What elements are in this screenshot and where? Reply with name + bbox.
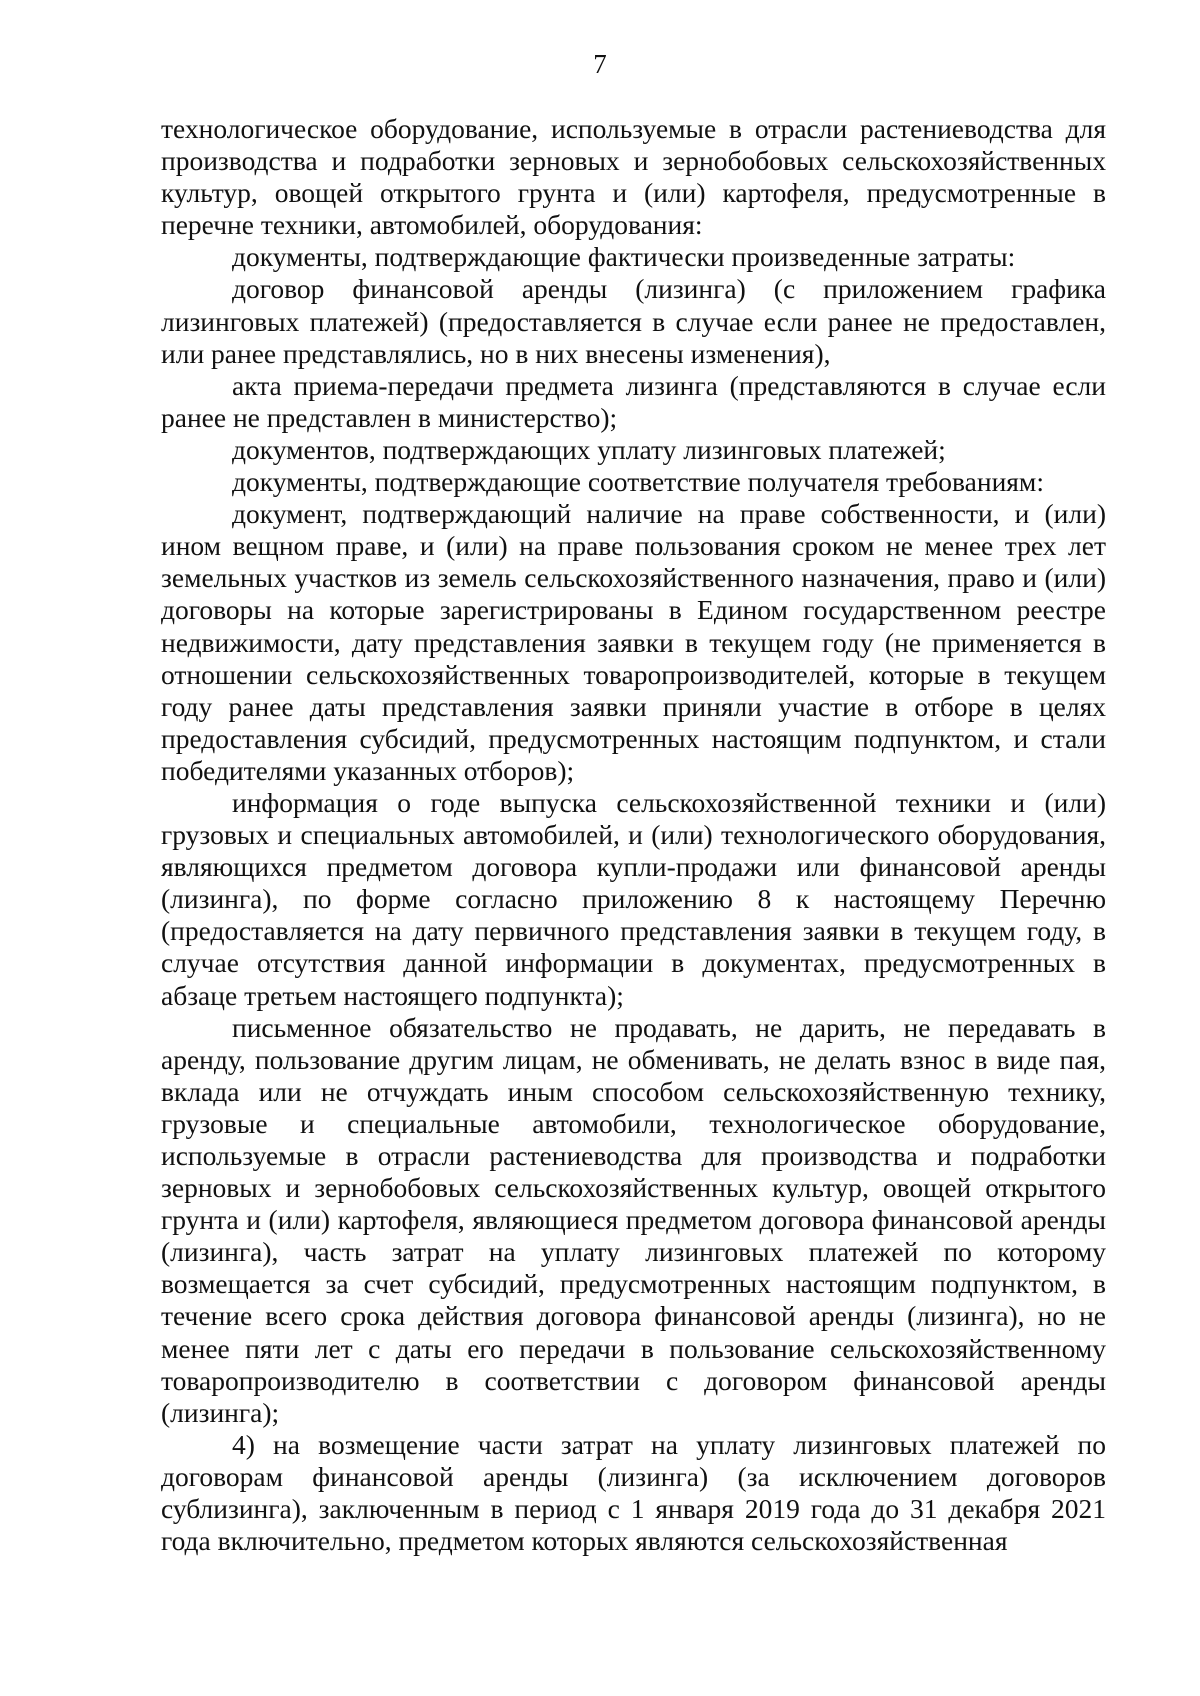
paragraph-land-rights: документ, подтверждающий наличие на праве собственности, и (или) ином вещном праве, и (или) на праве пользования сроком не менее трех лет земельных участков из земель сельскохозяйственного назначения, право и (или) договоры на которые зарегистрированы в Едином государственном реестре недвижимости, дату представления заявки в текущем году (не применяется в отношении сельскохозяйственных товаропроизводителей, которые в текущем году ранее даты представления заявки приняли участие в отборе в целях предоставления субсидий, предусмотренных настоящим подпунктом, и стали победителями указанных отборов); [161, 498, 1106, 786]
paragraph-manufacture-year: информация о годе выпуска сельскохозяйственной техники и (или) грузовых и специальных автомобилей, и (или) технологического оборудования, являющихся предметом договора купли-продажи или финансовой аренды (лизинга), по форме согласно приложению 8 к настоящему Перечню (предоставляется на дату первичного представления заявки в текущем году, в случае отсутствия данной информации в документах, предусмотренных в абзаце третьем настоящего подпункта); [161, 786, 1106, 1011]
paragraph-subitem-4: 4) на возмещение части затрат на уплату лизинговых платежей по договорам финансовой аренды (лизинга) (за исключением договоров сублизинга), заключенным в период с 1 января 2019 года до 31 декабря 2021 года включительно, предметом которых являются сельскохозяйственная [161, 1428, 1106, 1557]
document-body [161, 113, 1106, 1557]
paragraph-leasing-contract: договор финансовой аренды (лизинга) (с приложением графика лизинговых платежей) (предоставляется в случае если ранее не предоставлен, или ранее представлялись, но в них внесены изменения), [161, 273, 1106, 369]
paragraph-expense-documents: документы, подтверждающие фактически произведенные затраты: [232, 241, 1016, 273]
paragraph-continuation: технологическое оборудование, используемые в отрасли растениеводства для производства и подработки зерновых и зернобобовых сельскохозяйственных культур, овощей открытого грунта и (или) картофеля, предусмотренные в перечне техники, автомобилей, оборудования: [161, 113, 1106, 241]
paragraph-payment-documents: документов, подтверждающих уплату лизинговых платежей; [232, 433, 946, 465]
paragraph-compliance-documents: документы, подтверждающие соответствие получателя требованиям: [232, 466, 1044, 498]
page-number: 7 [593, 49, 607, 79]
paragraph-acceptance-act: акта приема-передачи предмета лизинга (представляются в случае если ранее не представлен в министерство); [161, 369, 1106, 433]
paragraph-written-obligation: письменное обязательство не продавать, не дарить, не передавать в аренду, пользование другим лицам, не обменивать, не делать взнос в виде пая, вклада или не отчуждать иным способом сельскохозяйственную технику, грузовые и специальные автомобили, технологическое оборудование, используемые в отрасли растениеводства для производства и подработки зерновых и зернобобовых сельскохозяйственных культур, овощей открытого грунта и (или) картофеля, являющиеся предметом договора финансовой аренды (лизинга), часть затрат на уплату лизинговых платежей по которому возмещается за счет субсидий, предусмотренных настоящим подпунктом, в течение всего срока действия договора финансовой аренды (лизинга), но не менее пяти лет с даты его передачи в пользование сельскохозяйственному товаропроизводителю в соответствии с договором финансовой аренды (лизинга); [161, 1011, 1106, 1428]
